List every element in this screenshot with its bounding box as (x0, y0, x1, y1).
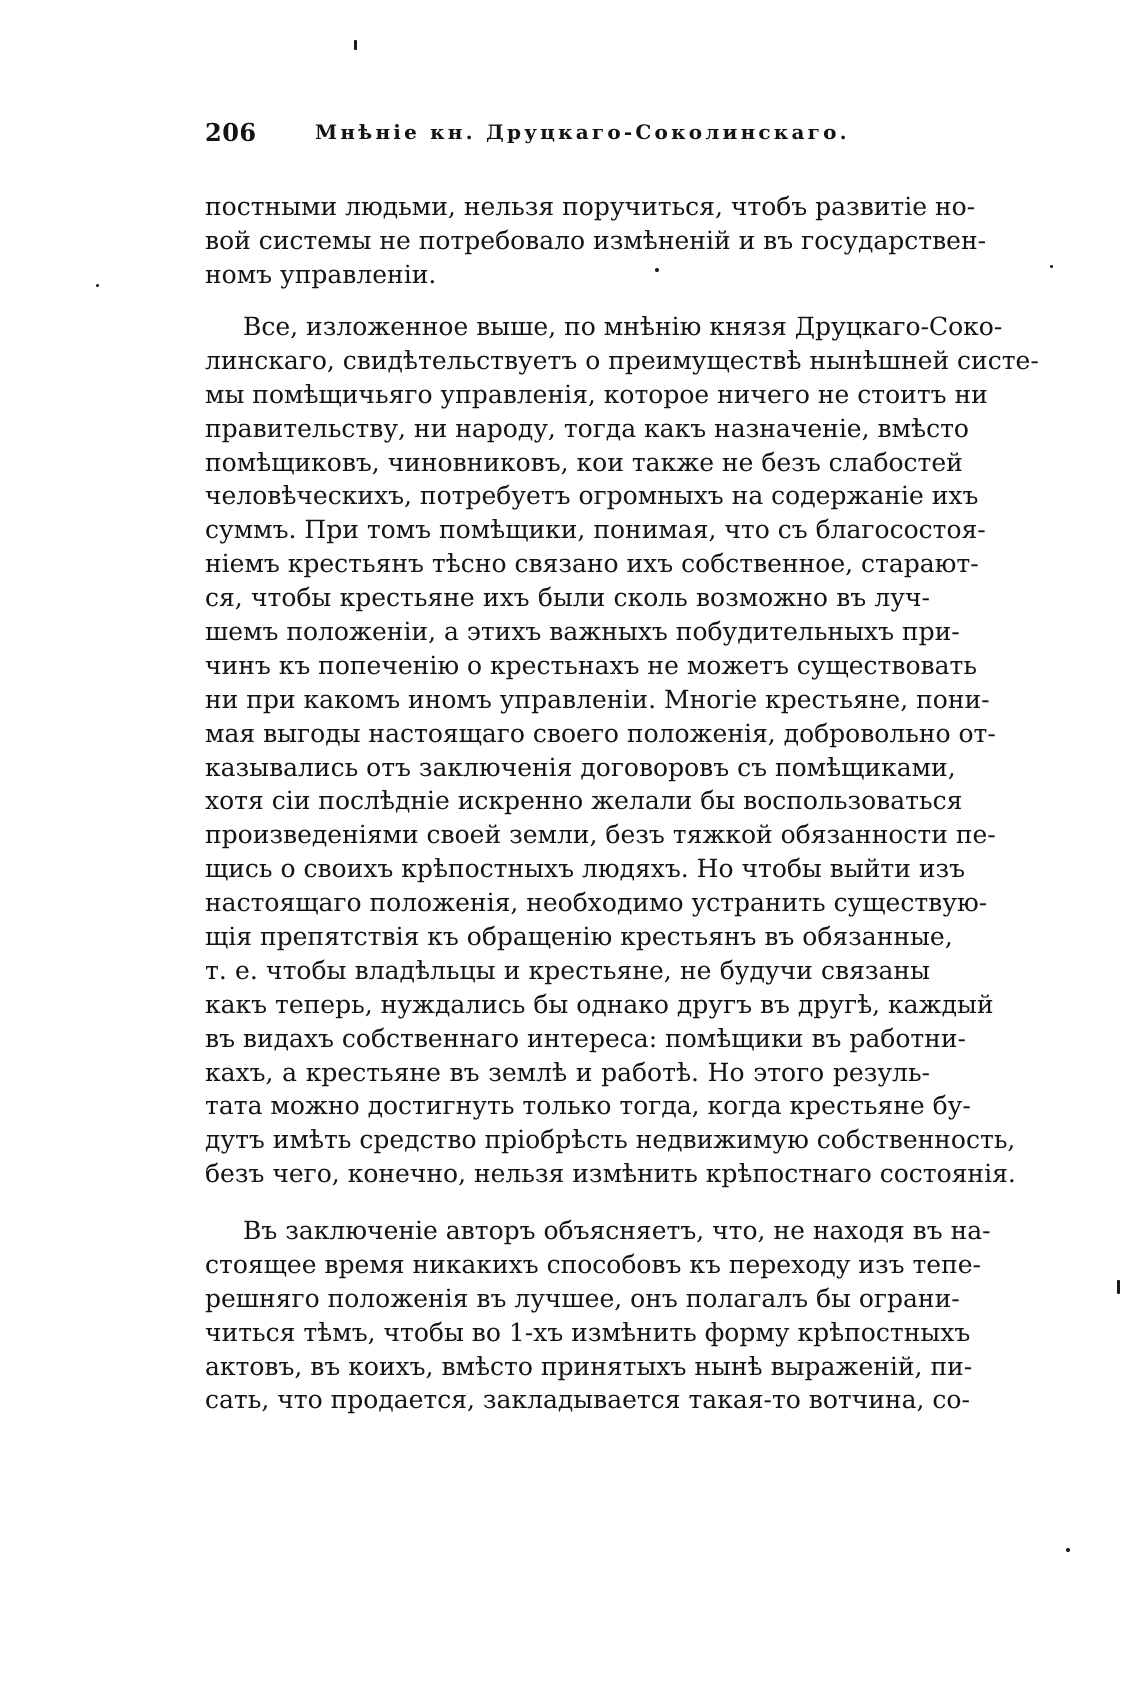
scan-mark (354, 40, 357, 50)
text-line: т. е. чтобы владѣльцы и крестьяне, не будучи связаны (205, 955, 930, 985)
text-line: читься тѣмъ, чтобы во 1-хъ измѣнить форму крѣпостныхъ (205, 1317, 971, 1347)
scan-mark (1050, 265, 1053, 268)
text-line: ся, чтобы крестьяне ихъ были сколь возможно въ луч- (205, 583, 930, 613)
text-line: правительству, ни народу, тогда какъ назначеніе, вмѣсто (205, 413, 969, 443)
text-line: Въ заключеніе авторъ объясняетъ, что, не находя въ на- (243, 1216, 991, 1245)
running-title: Мнѣніе кн. Друцкаго-Соколинскаго. (315, 120, 850, 144)
text-line: дутъ имѣть средство пріобрѣсть недвижимую собственность, (205, 1125, 1016, 1155)
text-line: щія препятствія къ обращенію крестьянъ въ обязанные, (205, 922, 953, 952)
text-line: ни при какомъ иномъ управленіи. Многіе крестьяне, пони- (205, 684, 990, 714)
paragraph (205, 310, 1039, 1191)
text-line: казывались отъ заключенія договоровъ съ помѣщиками, (205, 752, 956, 782)
scan-mark (96, 284, 99, 287)
text-line: суммъ. При томъ помѣщики, понимая, что съ благосостоя- (205, 515, 986, 545)
text-line: какъ теперь, нуждались бы однако другъ въ другѣ, каждый (205, 989, 994, 1019)
text-line: решняго положенія въ лучшее, онъ полагалъ бы ограни- (205, 1283, 960, 1313)
text-line: безъ чего, конечно, нельзя измѣнить крѣпостнаго состоянія. (205, 1159, 1016, 1189)
text-line: актовъ, въ коихъ, вмѣсто принятыхъ нынѣ выраженій, пи- (205, 1351, 973, 1381)
text-line: чинъ къ попеченію о крестьнахъ не можетъ существовать (205, 650, 977, 680)
text-line: шемъ положеніи, а этихъ важныхъ побудительныхъ при- (205, 617, 960, 647)
paragraph (205, 1214, 991, 1417)
text-line: Все, изложенное выше, по мнѣнію князя Друцкаго-Соко- (243, 312, 1003, 341)
text-line: произведеніями своей земли, безъ тяжкой обязанности пе- (205, 820, 996, 850)
text-line: мы помѣщичьяго управленія, которое ничего не стоитъ ни (205, 379, 988, 409)
page-header (205, 118, 930, 158)
text-line: мая выгоды настоящаго своего положенія, добровольно от- (205, 718, 996, 748)
text-line: номъ управленіи. (205, 259, 437, 289)
continuation-text (205, 190, 987, 292)
text-line: сать, что продается, закладывается такая-то вотчина, со- (205, 1385, 970, 1415)
text-line: линскаго, свидѣтельствуетъ о преимуществѣ нынѣшней систе- (205, 345, 1039, 375)
text-line: щись о своихъ крѣпостныхъ людяхъ. Но чтобы выйти изъ (205, 854, 966, 884)
text-line: хотя сіи послѣдніе искренно желали бы воспользоваться (205, 786, 963, 816)
scan-mark (1066, 1548, 1070, 1552)
text-line: постными людьми, нельзя поручиться, чтобъ развитіе но- (205, 192, 976, 221)
text-line: кахъ, а крестьяне въ землѣ и работѣ. Но этого резуль- (205, 1057, 930, 1087)
text-line: ніемъ крестьянъ тѣсно связано ихъ собственное, старают- (205, 549, 979, 579)
text-line: въ видахъ собственнаго интереса: помѣщики въ работни- (205, 1023, 966, 1053)
text-line: тата можно достигнуть только тогда, когда крестьяне бу- (205, 1091, 971, 1121)
text-line: стоящее время никакихъ способовъ къ переходу изъ тепе- (205, 1249, 981, 1279)
text-line: настоящаго положенія, необходимо устранить существую- (205, 888, 988, 918)
scan-mark (655, 268, 659, 272)
text-line: помѣщиковъ, чиновниковъ, кои также не безъ слабостей (205, 447, 963, 477)
text-line: человѣческихъ, потребуетъ огромныхъ на содержаніе ихъ (205, 481, 979, 511)
page-number: 206 (205, 118, 257, 147)
text-line: вой системы не потребовало измѣненій и въ государствен- (205, 225, 987, 255)
scan-mark (1117, 1280, 1120, 1294)
